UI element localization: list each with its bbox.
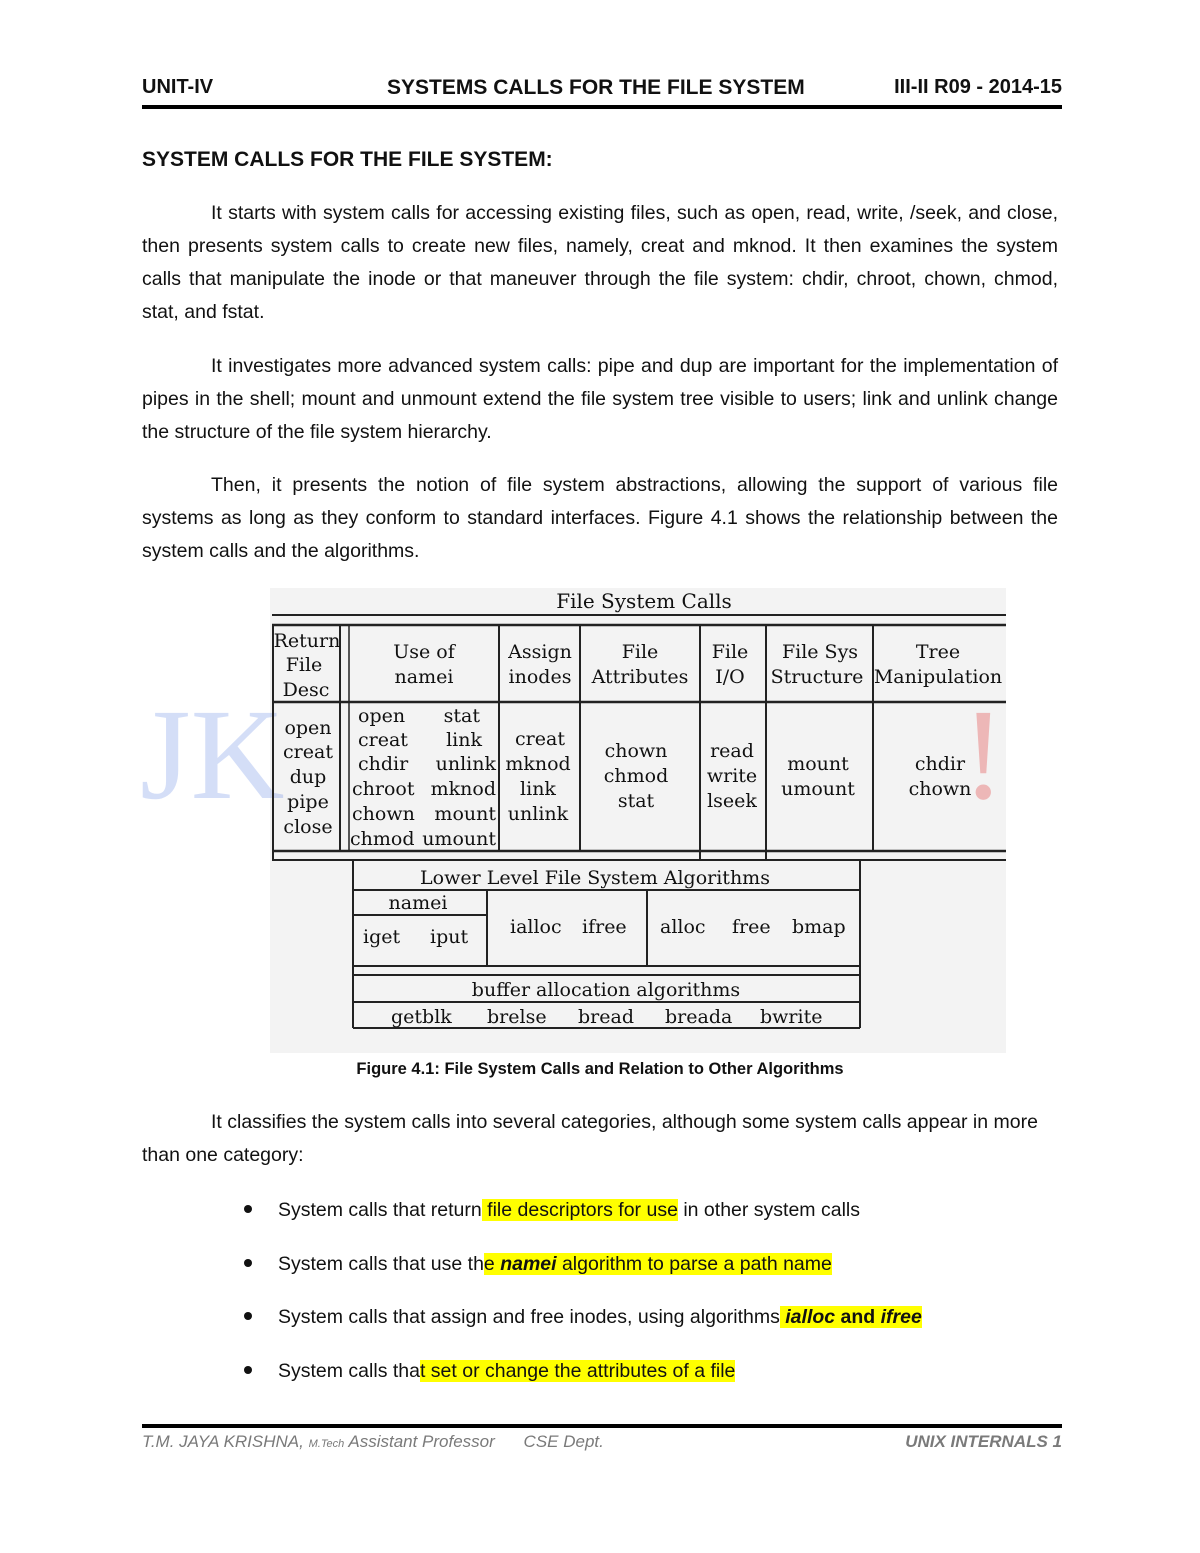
header-rule [142,105,1062,109]
item-dup: dup [289,766,327,788]
hdr-return-1: Return [273,630,341,652]
item-namei-stat: stat [443,705,480,727]
buffer-bwrite: bwrite [760,1006,823,1028]
lower-bmap: bmap [792,916,846,938]
item-assign-link: link [520,778,556,800]
footer-degree: M.Tech [308,1438,345,1450]
bullet-2: System calls that use the namei algorithm to parse a path name [244,1250,832,1278]
bullet-4: System calls that set or change the attributes of a file [244,1357,735,1385]
paragraph-3: Then, it presents the notion of file system abstractions, allowing the support of various file systems as long as they conform to standard interfaces. Figure 4.1 shows the relationship between the system calls and the algorithms. [142,474,1058,562]
lower-iput: iput [430,926,469,948]
buffer-getblk: getblk [391,1006,452,1028]
item-namei-mknod: mknod [430,778,496,800]
item-close: close [283,816,333,838]
item-namei-open: open [358,705,406,727]
hdr-return-2: File [285,654,323,676]
figure-diagram [140,588,1006,1053]
footer-dept: CSE Dept. [523,1432,604,1451]
bullet-dot [244,1366,252,1374]
item-io-read: read [710,740,754,762]
footer-rule [142,1424,1062,1428]
hdr-return-3: Desc [282,679,330,701]
lower-iget: iget [363,926,401,948]
hdr-tree-2: Manipulation [873,666,1003,688]
footer-author: T.M. JAYA KRISHNA, [142,1432,304,1451]
item-attr-chmod: chmod [603,765,669,787]
lower-ifree: ifree [582,916,627,938]
paragraph-1: It starts with system calls for accessing existing files, such as open, read, write, /seek, and close, then presents system calls to create new files, namely, creat and mknod. It then examines the system calls that manipulate the inode or that maneuver through the file system: chdir, chroot, chown, chmod, stat, and fstat. [142,202,1058,323]
buffer-breada: breada [665,1006,733,1028]
item-namei-link: link [446,729,482,751]
hdr-tree-1: Tree [915,641,961,663]
item-namei-mount: mount [434,803,496,825]
header-course: III-II R09 - 2014-15 [894,76,1062,98]
bullet-3: System calls that assign and free inodes, using algorithms ialloc and ifree [244,1303,922,1331]
header-title: SYSTEMS CALLS FOR THE FILE SYSTEM [387,76,805,99]
item-namei-umount: umount [422,828,496,850]
item-namei-chown: chown [352,803,415,825]
item-namei-chmod: chmod [350,828,415,850]
figure-4-1 [140,588,1006,1053]
hdr-attrib-1: File [621,641,659,663]
hdr-namei-1: Use of [393,641,455,663]
footer-course: UNIX INTERNALS 1 [905,1432,1062,1451]
bullet-dot [244,1312,252,1320]
item-fss-mount: mount [787,753,849,775]
item-io-write: write [706,765,758,787]
hdr-assign-2: inodes [508,666,572,688]
figure-caption: Figure 4.1: File System Calls and Relation to Other Algorithms [356,1060,844,1078]
item-namei-unlink: unlink [435,753,496,775]
lower-alloc: alloc [660,916,706,938]
item-tree-chown: chown [908,778,972,800]
header-unit: UNIT-IV [142,76,214,98]
item-namei-chdir: chdir [358,753,409,775]
hdr-fss-1: File Sys [781,641,859,663]
item-assign-mknod: mknod [505,753,571,775]
item-creat: creat [283,741,333,763]
lower-namei: namei [388,892,448,914]
section-heading: SYSTEM CALLS FOR THE FILE SYSTEM: [142,148,553,171]
buffer-bread: bread [578,1006,634,1028]
hdr-io-2: I/O [715,666,745,688]
item-pipe: pipe [287,791,329,813]
item-assign-unlink: unlink [507,803,569,825]
hdr-attrib-2: Attributes [591,666,689,688]
item-attr-chown: chown [604,740,668,762]
paragraph-4: It classifies the system calls into several categories, although some system calls appear in more than one category: [142,1111,1038,1166]
figure-title: File System Calls [556,589,732,613]
watermark-right: ! [961,683,1005,827]
item-tree-chdir: chdir [914,753,966,775]
lower-title: Lower Level File System Algorithms [420,867,770,889]
item-attr-stat: stat [617,790,655,812]
buffer-brelse: brelse [487,1006,547,1028]
item-namei-creat: creat [358,729,408,751]
hdr-assign-1: Assign [508,641,572,663]
item-open: open [284,717,332,739]
lower-free: free [732,916,771,938]
hdr-io-1: File [711,641,749,663]
footer-role: Assistant Professor [348,1432,495,1451]
buffer-title: buffer allocation algorithms [471,979,741,1001]
item-io-lseek: lseek [707,790,757,812]
bullet-dot [244,1259,252,1267]
bullet-dot [244,1205,252,1213]
page-header [142,76,1062,106]
item-namei-chroot: chroot [352,778,415,800]
paragraph-2: It investigates more advanced system calls: pipe and dup are important for the implementation of pipes in the shell; mount and unmount extend the file system tree visible to users; link and unlink change the structure of the file system hierarchy. [142,355,1058,443]
item-fss-umount: umount [781,778,855,800]
bullet-1: System calls that return file descriptors for use in other system calls [244,1196,860,1224]
item-assign-creat: creat [515,728,565,750]
hdr-fss-2: Structure [770,666,864,688]
hdr-namei-2: namei [394,666,454,688]
watermark-left: JK [140,683,285,827]
lower-ialloc: ialloc [510,916,562,938]
